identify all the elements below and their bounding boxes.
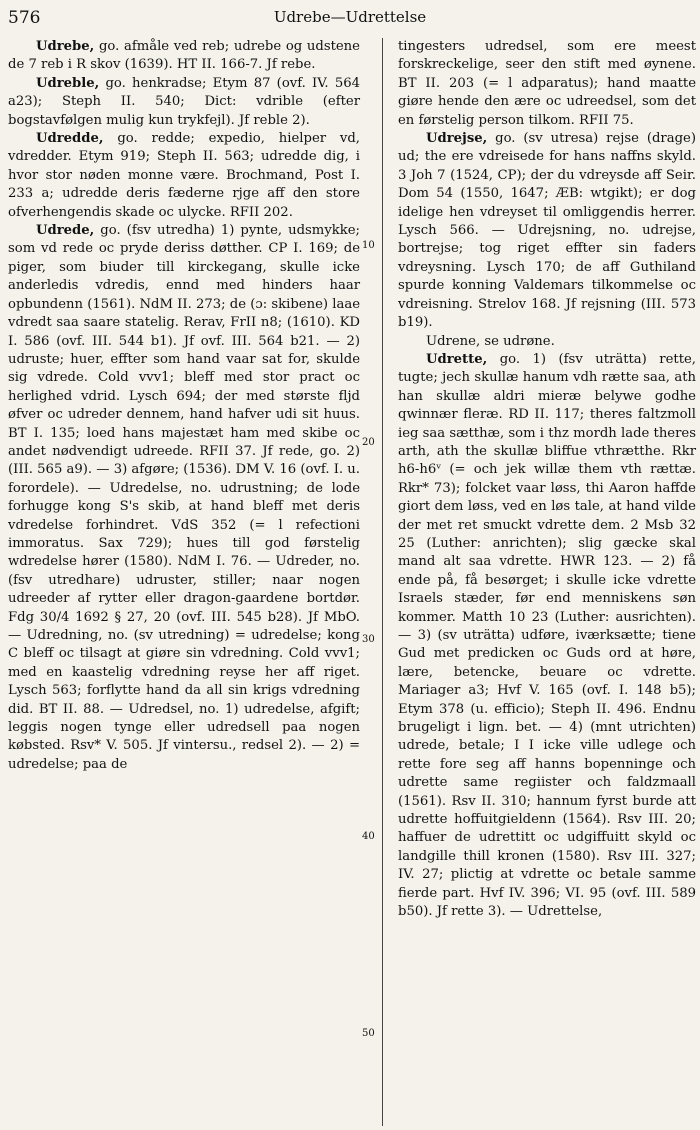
left-column xyxy=(8,38,360,774)
headword: Udredde, xyxy=(36,131,104,147)
line-number: 40 xyxy=(362,831,375,842)
right-column xyxy=(398,38,696,922)
line-number: 30 xyxy=(362,634,375,645)
page-header xyxy=(0,4,700,34)
dictionary-entry xyxy=(398,333,696,351)
line-number: 50 xyxy=(362,1028,375,1039)
headword: Udrebe, xyxy=(36,39,95,54)
headword: Udrejse, xyxy=(426,131,488,147)
dictionary-entry xyxy=(8,130,360,222)
entry-text: go. 1) (fsv uträtta) rette, tugte; jech skullæ hanum vdh rætte saa, ath han skullæ aldri mieræ belywe godhe qwinnær fleræ. RD II. 117; theres faltzmoll ieg saa sætthæ, som i thz mordh lade theres arth, ath the skullæ bliffue vthrætthe. Rkr h6-h6ᵛ (= och jek willæ them vth rættæ. Rkr* 73); folcket vaar løss, thi Aaron haffde giort dem løss, ved en løs tale, at hand vilde der met ret smuckt vdrette dem. 2 Msb 32 25 (Luther: anrichten); slig gæcke skal mand alt saa vdrette. HWR 123. — 2) få ende på, få besørget; i skulle icke vdrette Israels stæder, før end menniskens søn kommer. Matth 10 23 (Luther: ausrichten). — 3) (sv uträtta) udføre, iværksætte; tiene Gud met predicken oc Guds ord at høre, lære, betencke, beuare oc vdrette. Mariager a3; Hvf V. 165 (ovf. I. 148 b5); Etym 378 (u. efficio); Steph II. 496. Endnu brugeligt i lign. bet. — 4) (mnt utrichten) udrede, betale; I I icke ville udlege och rette fore seg aff hanns bopenninge och udrette same regiister och faldzmaall (1561). Rsv II. 310; hannum fyrst burde att udrette hoffuitgieldenn (1564). Rsv III. 20; haffuer de udrettitt oc udgiffuitt skyld oc landgille thill kronen (1580). Rsv III. 327; IV. 27; plictig at vdrette oc betale samme fierde part. Hvf IV. 396; VI. 95 (ovf. III. 589 b50). Jf rette 3). — Udrettelse, xyxy=(398,351,696,920)
dictionary-entry xyxy=(398,351,696,922)
dictionary-entry xyxy=(398,130,696,332)
page-number: 576 xyxy=(8,8,41,28)
entry-text: Udrene, se udrøne. xyxy=(426,333,555,349)
entry-text: go. (sv utresa) rejse (drage) ud; the ere vdreisede for hans naffns skyld. 3 Joh 7 (1524, CP); der du vdreysde aff Seir. Dom 54 (1550, 1647; ÆB: wtgikt); er dog idelige hen vdreyset til omliggendis herrer. Lysch 566. — Udrejsning, no. udrejse, bortrejse; tog riget effter sin faders vdreysning. Lysch 170; de aff Guthiland spurde konning Valdemars tilkommelse oc vdreisning. Strelov 168. Jf rejsning (III. 573 b19). xyxy=(398,131,696,331)
entry-text: go. henkradse; Etym 87 (ovf. IV. 564 a23); Steph II. 540; Dict: vdrible (efter bogstavfølgen mulig kun trykfejl). Jf reble 2). xyxy=(8,75,360,128)
line-number: 20 xyxy=(362,437,375,448)
dictionary-entry xyxy=(8,38,360,75)
headword: Udrede, xyxy=(36,223,95,239)
entry-text: tingesters udredsel, som ere meest forskreckelige, seer den stift med øynene. BT II. 203 (= l adparatus); hand maatte giøre hende den ære oc udreedsel, som det en førstelig person tilkom. RFII 75. xyxy=(398,39,696,128)
line-number: 10 xyxy=(362,240,375,251)
dictionary-entry xyxy=(8,75,360,130)
entry-text: go. redde; expedio, hielper vd, vdredder. Etym 919; Steph II. 563; udredde dig, i hvor stor nøden monne være. Brochmand, Post I. 233 a; udredde deris fæderne rjge aff den store ofverhengendis skade oc ulycke. RFII 202. xyxy=(8,131,360,220)
entry-text: go. (fsv utredha) 1) pynte, udsmykke; som vd rede oc pryde deriss døtther. CP I. 169; de piger, som biuder till kirckegang, skulle icke anderledis vdredis, ennd med hinders haar opbundenn (1561). NdM II. 273; de (ɔ: skibene) laae vdredt saa saare statelig. Rerav, FrII n8; (1610). KD I. 586 (ovf. III. 544 b1). Jf ovf. III. 564 b21. — 2) udruste; huer, effter som hand vaar sat for, skulde sig vdrede. Cold vvv1; bleff med stor pract oc herlighed vdrid. Lysch 694; der med største fljd øfver oc udreder dennem, hand hafver udi sit huus. BT I. 135; loed hans majestæt ham med skibe oc andet nødvendigt udreede. RFII 37. Jf rede, go. 2) (III. 565 a9). — 3) afgøre; (1536). DM V. 16 (ovf. I. u. forordele). — Udredelse, no. udrustning; de lode forhugge kong S's skib, at hand bleff met deris vdredelse forhindret. VdS 352 (= l refectioni immoratus. Sax 729); hues till god førstelig wdredelse hører (1580). NdM I. 76. — Udreder, no. (fsv utredhare) udruster, stiller; naar nogen udreeder af rytter eller dragon-gaardene bortdør. Fdg 30/4 1692 § 27, 20 (ovf. III. 545 b28). Jf MbO. — Udredning, no. (sv utredning) = udredelse; kong C bleff oc tilsagt at giøre sin vdredning. Cold vvv1; med en kaastelig vdredning reyse her aff riget. Lysch 563; forflytte hand da all sin krigs vdredning did. BT II. 88. — Udredsel, no. 1) udredelse, afgift; leggis nogen tynge eller udredsell paa nogen købsted. Rsv* V. 505. Jf vintersu., redsel 2). — 2) = udredelse; paa de xyxy=(8,223,360,772)
line-number-gutter xyxy=(362,38,380,1126)
entry-text: go. afmåle ved reb; udrebe og udstene de 7 reb i R skov (1639). HT II. 166-7. Jf rebe. xyxy=(8,39,360,73)
column-divider xyxy=(382,38,383,1126)
dictionary-entry xyxy=(398,38,696,130)
headword: Udrette, xyxy=(426,351,488,367)
dictionary-entry xyxy=(8,222,360,774)
running-head: Udrebe—Udrettelse xyxy=(273,8,427,26)
headword: Udreble, xyxy=(36,75,100,91)
